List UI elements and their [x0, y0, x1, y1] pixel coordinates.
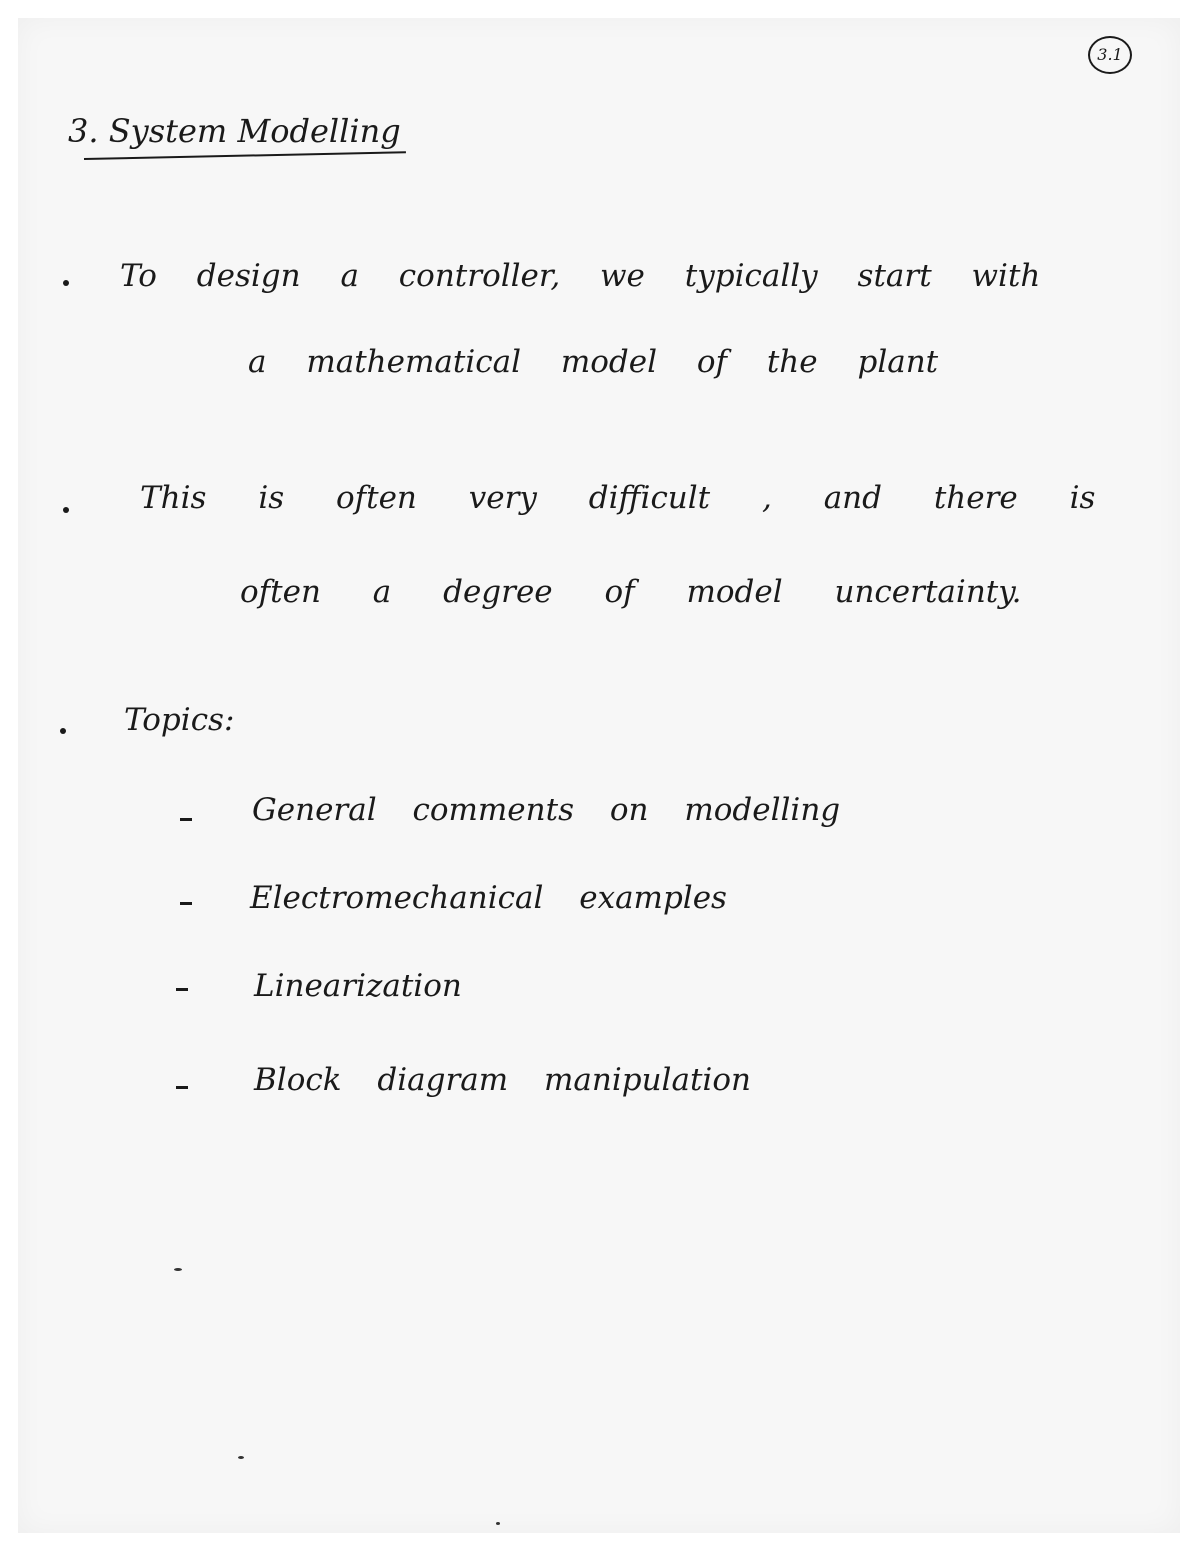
page-number: 3.1	[1088, 36, 1132, 74]
bullet-dot	[63, 280, 69, 286]
bullet-2-line-1: This is often very difficult , and there is	[140, 480, 1096, 516]
handwritten-page	[18, 18, 1180, 1533]
bullet-2-line-2: often a degree of model uncertainty.	[240, 574, 1022, 610]
list-dash	[176, 1086, 188, 1089]
list-dash	[180, 818, 192, 821]
bullet-dot	[60, 728, 66, 734]
topic-item: Linearization	[254, 968, 462, 1004]
list-dash	[176, 988, 188, 991]
bullet-1-line-2: a mathematical model of the plant	[248, 344, 939, 380]
topic-item: Electromechanical examples	[250, 880, 727, 916]
topic-item: Block diagram manipulation	[254, 1062, 751, 1098]
scan-speck	[238, 1456, 244, 1459]
bullet-dot	[63, 507, 69, 513]
section-title: 3. System Modelling	[68, 112, 401, 150]
bullet-1-line-1: To design a controller, we typically start with	[120, 258, 1041, 294]
scan-speck	[174, 1268, 182, 1271]
list-dash	[180, 902, 192, 905]
topics-heading: Topics:	[124, 702, 235, 738]
scan-speck	[496, 1522, 500, 1525]
topic-item: General comments on modelling	[252, 792, 841, 828]
